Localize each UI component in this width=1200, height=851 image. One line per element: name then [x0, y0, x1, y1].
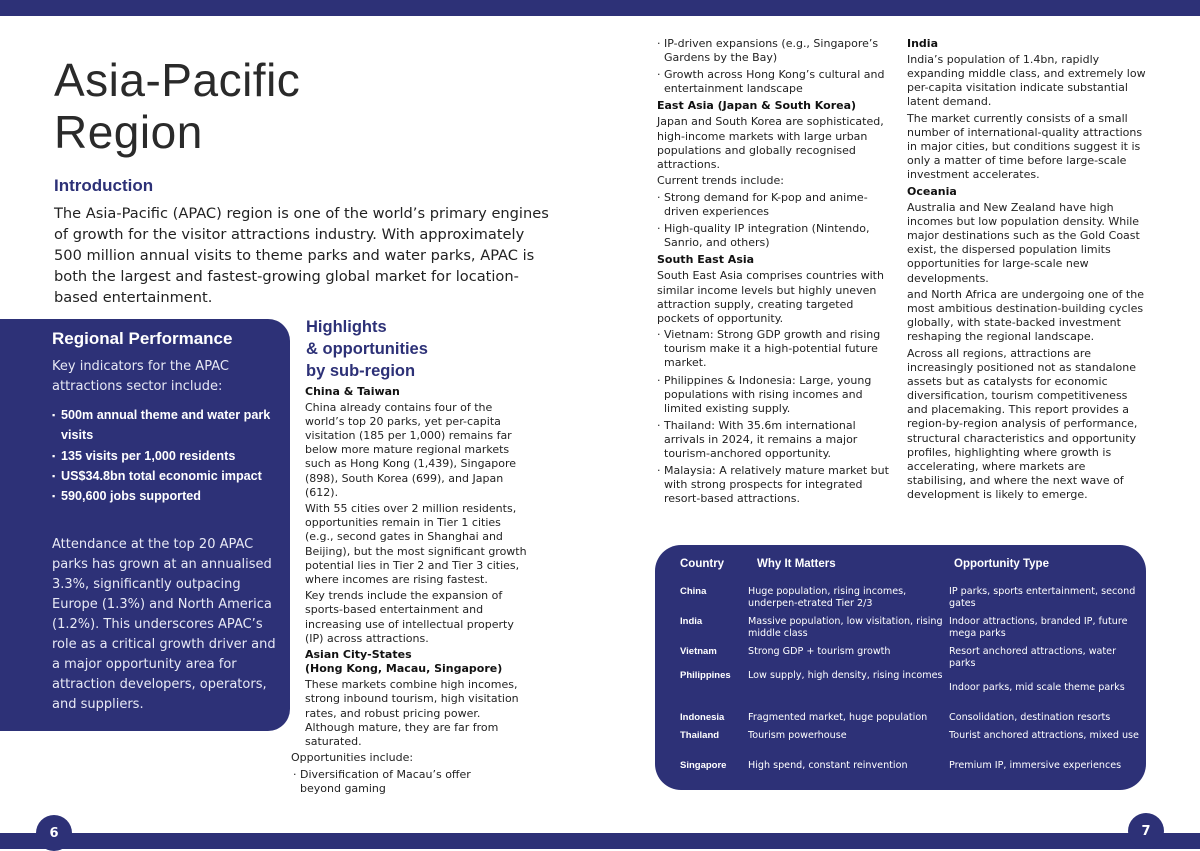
india-heading: India: [907, 37, 938, 50]
east-asia-heading: East Asia (Japan & South Korea): [657, 99, 857, 113]
highlights-heading-line: & opportunities: [306, 340, 428, 358]
india-paragraph: India’s population of 1.4bn, rapidly expanding middle class, and extremely low per-capita visitation indicate substantial latent demand.: [907, 53, 1146, 109]
oceania-paragraph: and North Africa are undergoing one of the most ambitious destination-building cycles globally, with state-backed investment reshaping the regional landscape.: [907, 288, 1144, 344]
table-cell-country: Thailand: [680, 730, 720, 741]
east-asia-trends: Current trends include:: [657, 174, 784, 188]
top-bar: [0, 0, 1200, 16]
closing-paragraph: Across all regions, attractions are increasingly positioned not as standalone assets but as catalysts for economic diversification, tourism competitiveness and placemaking. This report provides a region-by-region analysis of performance, structural characteristics and opportunity profiles, highlighting where growth is accelerating, where markets are stabilising, and where the next wave of development is likely to emerge.: [907, 346, 1138, 501]
table-cell-country: Indonesia: [680, 712, 725, 723]
south-east-asia-bullet: · Philippines & Indonesia: Large, young populations with rising incomes and limited existing supply.: [657, 373, 872, 415]
key-indicators-list: [52, 405, 284, 506]
highlights-heading-line: Highlights: [306, 318, 387, 336]
table-cell-why: Low supply, high density, rising incomes: [748, 670, 943, 681]
city-states-bullet: · Growth across Hong Kong’s cultural and entertainment landscape: [657, 68, 885, 96]
table-cell-why: Fragmented market, huge population: [748, 712, 928, 723]
south-east-asia-bullet: · Malaysia: A relatively mature market but with strong prospects for integrated resort-based attractions.: [657, 464, 889, 506]
table-cell-opportunity: IP parks, sports entertainment, second gates: [949, 586, 1136, 609]
title-line-1: Asia-Pacific: [54, 54, 301, 106]
china-paragraph: Key trends include the expansion of sports-based entertainment and increasing use of intellectual property (IP) across attractions.: [305, 589, 514, 645]
oceania-heading: Oceania: [907, 184, 957, 198]
key-indicator: ▪ 590,600 jobs supported: [52, 486, 284, 506]
column-india-oceania: [907, 37, 1147, 505]
table-header-country: Country: [680, 558, 725, 570]
key-indicator: ▪ US$34.8bn total economic impact: [52, 466, 284, 486]
table-cell-why: Strong GDP + tourism growth: [748, 646, 891, 657]
regional-performance-panel: [0, 319, 290, 731]
table-cell-opportunity: Premium IP, immersive experiences: [949, 760, 1122, 771]
east-asia-bullet: · Strong demand for K-pop and anime-driven experiences: [657, 190, 868, 219]
south-east-asia-paragraph: South East Asia comprises countries with similar income levels but highly uneven attraction supply, creating targeted pockets of opportunity.: [657, 269, 884, 325]
highlights-heading-line: by sub-region: [306, 362, 416, 380]
city-states-bullet: · IP-driven expansions (e.g., Singapore’s Gardens by the Bay): [657, 37, 879, 65]
regional-performance-body: Attendance at the top 20 APAC parks has grown at an annualised 3.3%, significantly outpacing Europe (1.3%) and North America (1.2%). This underscores APAC’s role as a critical growth driver and a major opportunity area for attraction developers, operators, and suppliers.: [52, 537, 276, 712]
page-number-right: 7: [1128, 813, 1164, 849]
east-asia-bullet: · High-quality IP integration (Nintendo, Sanrio, and others): [657, 222, 870, 250]
south-east-asia-heading: South East Asia: [657, 253, 755, 267]
table-cell-country: India: [680, 616, 703, 627]
oceania-paragraph: Australia and New Zealand have high incomes but low population density. While major destinations such as the Gold Coast exist, the dispersed population limits opportunities for large-scale new developments.: [907, 201, 1140, 285]
column-china-cities: [291, 385, 527, 799]
regional-performance-lead: Key indicators for the APAC attractions sector include:: [52, 359, 229, 394]
china-paragraph: With 55 cities over 2 million residents, opportunities remain in Tier 1 cities (e.g., second gates in Shanghai and Beijing), but the most significant growth potential lies in Tier 2 and Tier 3 cities, where incomes are rising fastest.: [305, 502, 527, 586]
china-paragraph: China already contains four of the world’s top 20 parks, yet per-capita visitation (185 per 1,000) remains far below more mature regional markets such as Hong Kong (1,439), Singapore (898), South Korea (699), and Japan (612).: [305, 401, 517, 499]
key-indicator: ▪ 500m annual theme and water park visits: [52, 405, 284, 446]
table-cell-opportunity: Indoor parks, mid scale theme parks: [949, 682, 1125, 693]
table-cell-country: Singapore: [680, 760, 727, 771]
opportunity-table: [655, 545, 1146, 790]
table-cell-country: China: [680, 586, 707, 597]
table-cell-opportunity: Resort anchored attractions, water parks: [949, 646, 1117, 669]
table-header-why: Why It Matters: [757, 558, 836, 570]
city-states-heading: (Hong Kong, Macau, Singapore): [305, 662, 503, 676]
table-cell-country: Philippines: [680, 670, 731, 681]
city-states-heading: Asian City-States: [305, 648, 412, 662]
introduction-heading: Introduction: [54, 176, 154, 195]
page-number-left: 6: [36, 815, 72, 851]
table-cell-opportunity: Consolidation, destination resorts: [949, 712, 1111, 723]
table-header-opportunity: Opportunity Type: [954, 558, 1049, 570]
bottom-bar: [0, 833, 1200, 849]
table-cell-why: Huge population, rising incomes, underpen-etrated Tier 2/3: [748, 586, 907, 609]
table-cell-why: High spend, constant reinvention: [748, 760, 908, 771]
regional-performance-heading: Regional Performance: [52, 329, 233, 348]
table-cell-opportunity: Indoor attractions, branded IP, future mega parks: [949, 616, 1128, 639]
city-states-bullet: · Diversification of Macau’s offer beyond gaming: [293, 767, 471, 796]
title-line-2: Region: [54, 106, 203, 158]
india-paragraph: The market currently consists of a small number of international-quality attractions in major cities, but conditions suggest it is only a matter of time before large-scale investment accelerates.: [907, 111, 1143, 182]
introduction-text: The Asia-Pacific (APAC) region is one of the world’s primary engines of growth for the visitor attractions industry. With approximately 500 million annual visits to theme parks and water parks, APAC is both the largest and fastest-growing global market for location-based entertainment.: [54, 205, 549, 306]
city-states-paragraph: These markets combine high incomes, strong inbound tourism, high visitation rates, and robust pricing power. Although mature, they are far from saturated.: [305, 678, 519, 748]
south-east-asia-bullet: · Vietnam: Strong GDP growth and rising tourism make it a high-potential future market.: [657, 328, 881, 370]
city-states-opportunities: Opportunities include:: [291, 751, 414, 765]
highlights-heading: [306, 316, 526, 382]
table-cell-why: Massive population, low visitation, rising middle class: [748, 616, 943, 639]
table-cell-opportunity: Tourist anchored attractions, mixed use: [949, 730, 1139, 741]
page-title: [54, 54, 300, 158]
east-asia-paragraph: Japan and South Korea are sophisticated, high-income markets with large urban populations and globally recognised attractions.: [657, 115, 884, 171]
key-indicator: ▪ 135 visits per 1,000 residents: [52, 446, 284, 466]
south-east-asia-bullet: · Thailand: With 35.6m international arrivals in 2024, it remains a major tourism-anchored opportunity.: [657, 418, 858, 461]
table-cell-why: Tourism powerhouse: [748, 730, 847, 741]
china-heading: China & Taiwan: [305, 385, 400, 398]
column-east-sea: [657, 37, 893, 509]
table-cell-country: Vietnam: [680, 646, 717, 657]
